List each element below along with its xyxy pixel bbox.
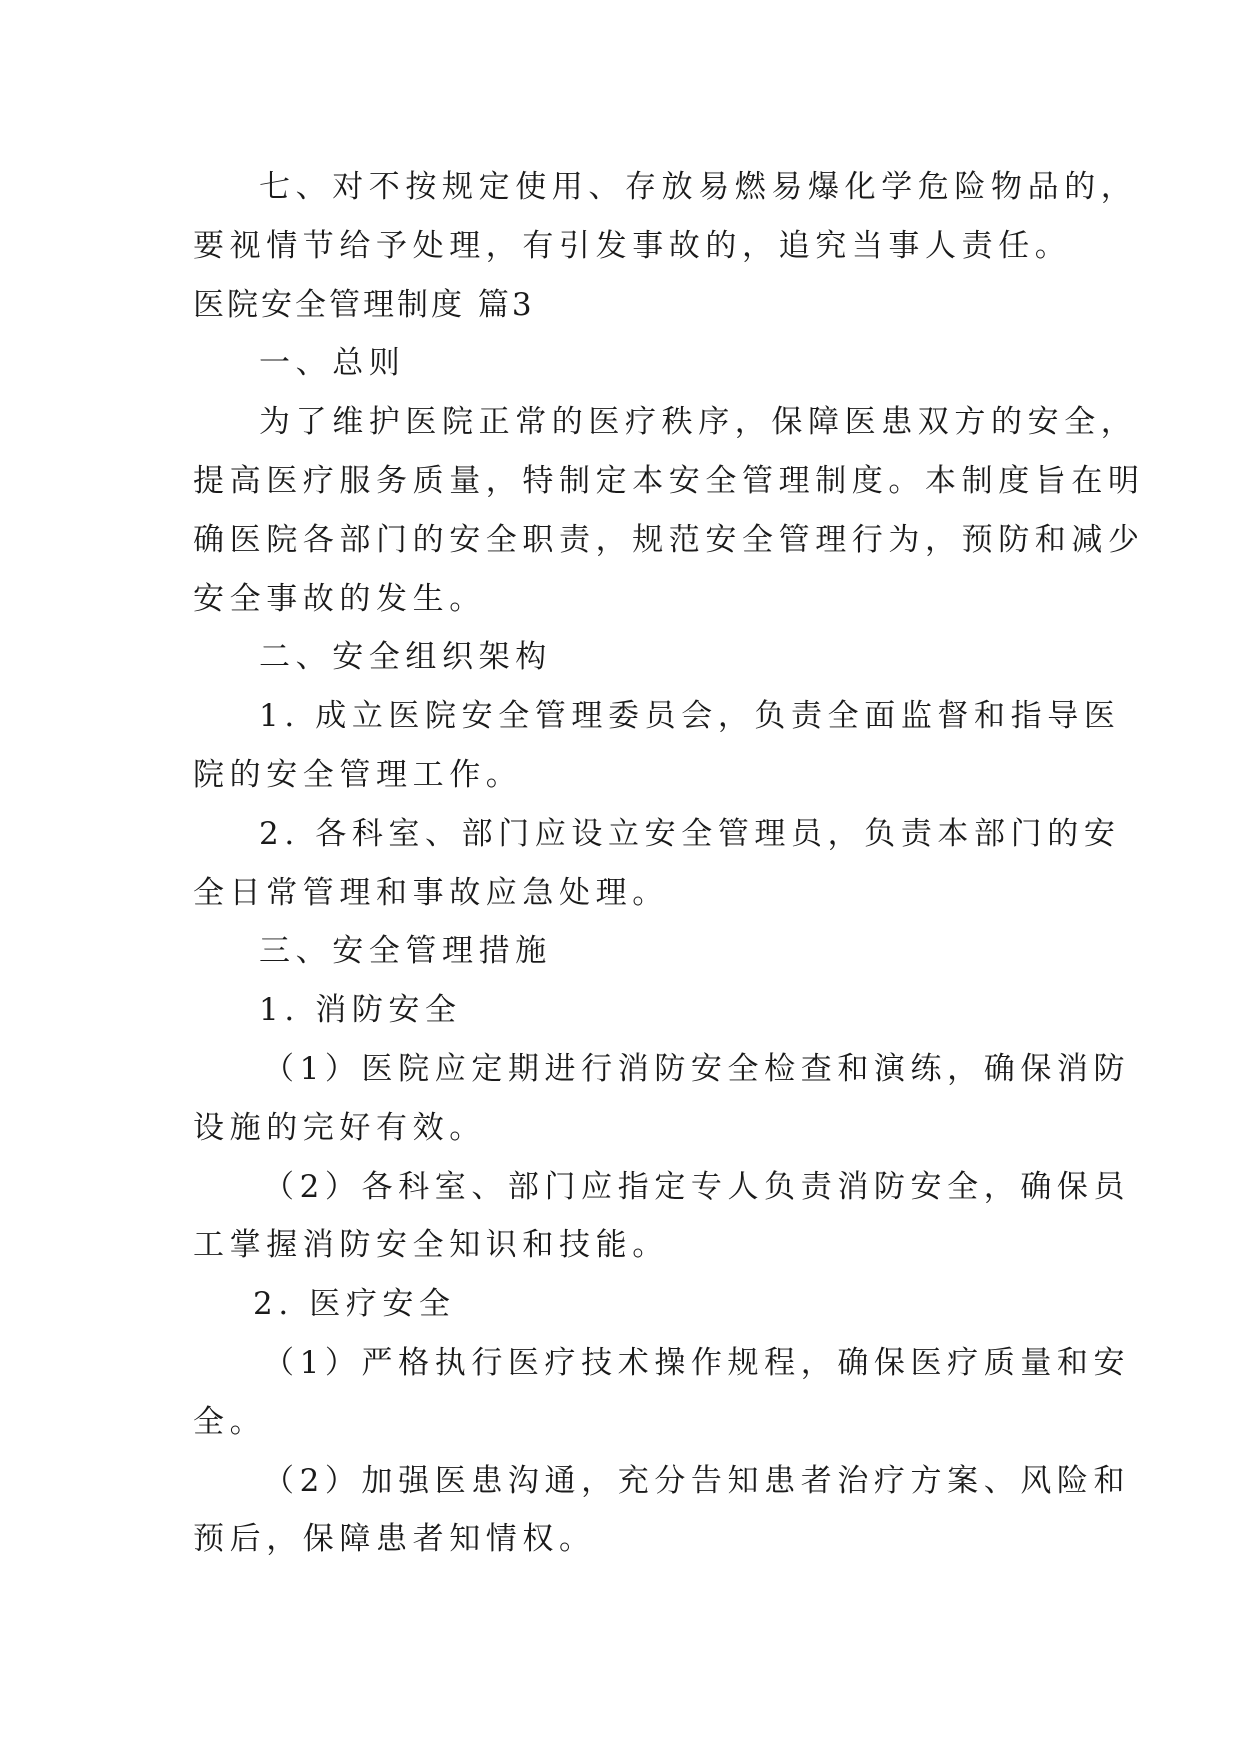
sub-item-line: 设施的完好有效。: [193, 1109, 486, 1146]
list-item-line: 2. 各科室、部门应设立安全管理员，负责本部门的安: [259, 815, 1121, 852]
subsection-heading: 一、总则: [259, 345, 406, 382]
sub-item-line: （1）严格执行医疗技术操作规程，确保医疗质量和安: [263, 1344, 1131, 1381]
subsection-heading: 三、安全管理措施: [259, 933, 552, 970]
sub-item-line: 预后，保障患者知情权。: [193, 1521, 596, 1558]
paragraph-line: 七、对不按规定使用、存放易燃易爆化学危险物品的，: [259, 169, 1138, 205]
paragraph-line: 安全事故的发生。: [193, 580, 486, 617]
section-heading: 医院安全管理制度 篇3: [193, 286, 535, 323]
sub-item-line: （2）各科室、部门应指定专人负责消防安全，确保员: [263, 1168, 1131, 1205]
paragraph-line: 要视情节给予处理，有引发事故的，追究当事人责任。: [193, 227, 1072, 264]
document-page: [193, 158, 1145, 1569]
sub-item-line: （2）加强医患沟通，充分告知患者治疗方案、风险和: [263, 1462, 1131, 1499]
list-item-heading: 2. 医疗安全: [253, 1286, 456, 1323]
sub-item-line: 工掌握消防安全知识和技能。: [193, 1227, 669, 1264]
list-item-heading: 1. 消防安全: [259, 992, 462, 1029]
subsection-heading: 二、安全组织架构: [259, 639, 552, 676]
sub-item-line: （1）医院应定期进行消防安全检查和演练，确保消防: [263, 1050, 1131, 1087]
paragraph-line: 确医院各部门的安全职责，规范安全管理行为，预防和减少: [193, 521, 1145, 558]
paragraph-line: 为了维护医院正常的医疗秩序，保障医患双方的安全，: [259, 404, 1138, 441]
sub-item-line: 全。: [193, 1403, 267, 1440]
paragraph-line: 提高医疗服务质量，特制定本安全管理制度。本制度旨在明: [193, 462, 1145, 499]
list-item-line: 院的安全管理工作。: [193, 756, 523, 793]
list-item-line: 全日常管理和事故应急处理。: [193, 874, 669, 911]
list-item-line: 1. 成立医院安全管理委员会，负责全面监督和指导医: [259, 698, 1121, 735]
